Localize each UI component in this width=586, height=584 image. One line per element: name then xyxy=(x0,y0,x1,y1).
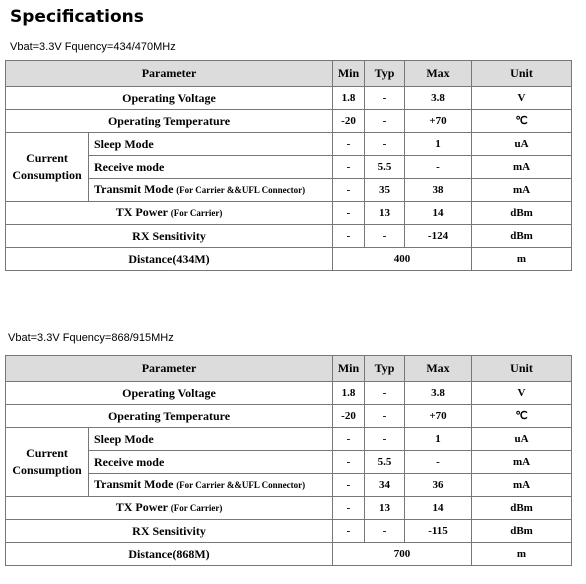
row-note: (For Carrier &&UFL Connector) xyxy=(176,480,306,490)
cell-unit: ℃ xyxy=(472,405,572,428)
condition-label-434: Vbat=3.3V Fquency=434/470MHz xyxy=(10,41,176,53)
cell-min: -20 xyxy=(333,110,365,133)
row-label: Distance(434M) xyxy=(6,248,333,271)
header-max: Max xyxy=(405,61,472,87)
row-label: Receive mode xyxy=(89,451,333,474)
row-label: TX Power xyxy=(115,205,169,219)
table-row xyxy=(6,179,572,202)
cell-unit: mA xyxy=(472,474,572,497)
cell-typ: - xyxy=(365,382,405,405)
row-label: Sleep Mode xyxy=(89,133,333,156)
row-label: Transmit Mode xyxy=(94,477,174,491)
header-typ: Typ xyxy=(365,61,405,87)
cell-unit: m xyxy=(472,543,572,566)
cell-min: - xyxy=(333,451,365,474)
row-label: Operating Temperature xyxy=(6,405,333,428)
row-label-cell xyxy=(6,497,333,520)
cell-max: 14 xyxy=(405,202,472,225)
cell-max: 36 xyxy=(405,474,472,497)
row-note: (For Carrier) xyxy=(170,503,223,513)
cell-max: +70 xyxy=(405,405,472,428)
row-label-cell xyxy=(89,474,333,497)
cell-unit: dBm xyxy=(472,497,572,520)
table-row xyxy=(6,474,572,497)
cell-min: - xyxy=(333,202,365,225)
table-row xyxy=(6,87,572,110)
header-min: Min xyxy=(333,61,365,87)
table-row xyxy=(6,405,572,428)
cell-max: 1 xyxy=(405,133,472,156)
cell-typ: - xyxy=(365,405,405,428)
row-label-cell xyxy=(89,179,333,202)
header-unit: Unit xyxy=(472,61,572,87)
table-row xyxy=(6,133,572,156)
current-consumption-group xyxy=(6,428,89,497)
row-label-cell xyxy=(6,202,333,225)
condition-label-868: Vbat=3.3V Fquency=868/915MHz xyxy=(8,332,174,344)
cell-typ: 5.5 xyxy=(365,156,405,179)
cell-min: - xyxy=(333,133,365,156)
header-parameter: Parameter xyxy=(6,356,333,382)
table-row xyxy=(6,543,572,566)
row-label: Receive mode xyxy=(89,156,333,179)
row-note: (For Carrier) xyxy=(170,208,223,218)
cell-typ: - xyxy=(365,520,405,543)
cell-typ: 13 xyxy=(365,497,405,520)
cell-min: - xyxy=(333,428,365,451)
cell-max: 38 xyxy=(405,179,472,202)
cell-max: +70 xyxy=(405,110,472,133)
header-parameter: Parameter xyxy=(6,61,333,87)
table-header-row xyxy=(6,61,572,87)
spec-table-434 xyxy=(5,60,572,271)
row-label: RX Sensitivity xyxy=(6,520,333,543)
row-label: RX Sensitivity xyxy=(6,225,333,248)
table-row xyxy=(6,248,572,271)
cell-unit: V xyxy=(472,382,572,405)
cell-unit: dBm xyxy=(472,202,572,225)
cell-max: 1 xyxy=(405,428,472,451)
cell-typ: - xyxy=(365,87,405,110)
cell-min: -20 xyxy=(333,405,365,428)
cell-unit: uA xyxy=(472,133,572,156)
row-label: Distance(868M) xyxy=(6,543,333,566)
row-label: Operating Temperature xyxy=(6,110,333,133)
cell-min: - xyxy=(333,179,365,202)
cell-max: 3.8 xyxy=(405,382,472,405)
cell-unit: mA xyxy=(472,179,572,202)
header-typ: Typ xyxy=(365,356,405,382)
row-label: Operating Voltage xyxy=(6,87,333,110)
cell-max: 3.8 xyxy=(405,87,472,110)
cell-unit: mA xyxy=(472,451,572,474)
cell-unit: uA xyxy=(472,428,572,451)
cell-typ: 5.5 xyxy=(365,451,405,474)
cell-max: -124 xyxy=(405,225,472,248)
table-header-row xyxy=(6,356,572,382)
row-label: Transmit Mode xyxy=(94,182,174,196)
cell-max: - xyxy=(405,451,472,474)
page-title: Specifications xyxy=(10,7,144,27)
cell-max: - xyxy=(405,156,472,179)
cell-unit: V xyxy=(472,87,572,110)
current-consumption-group xyxy=(6,133,89,202)
table-row xyxy=(6,202,572,225)
table-row xyxy=(6,225,572,248)
cell-unit: dBm xyxy=(472,225,572,248)
cell-min: - xyxy=(333,474,365,497)
row-note: (For Carrier &&UFL Connector) xyxy=(176,185,306,195)
header-unit: Unit xyxy=(472,356,572,382)
cell-unit: mA xyxy=(472,156,572,179)
table-row xyxy=(6,451,572,474)
header-max: Max xyxy=(405,356,472,382)
group-label-line2: Consumption xyxy=(12,168,82,182)
row-label: TX Power xyxy=(115,500,169,514)
cell-unit: dBm xyxy=(472,520,572,543)
cell-value: 700 xyxy=(333,543,472,566)
cell-max: -115 xyxy=(405,520,472,543)
cell-typ: - xyxy=(365,225,405,248)
table-row xyxy=(6,497,572,520)
cell-typ: - xyxy=(365,428,405,451)
cell-min: - xyxy=(333,520,365,543)
cell-min: - xyxy=(333,156,365,179)
cell-unit: m xyxy=(472,248,572,271)
cell-min: 1.8 xyxy=(333,382,365,405)
cell-min: 1.8 xyxy=(333,87,365,110)
group-label-line2: Consumption xyxy=(12,463,82,477)
row-label: Sleep Mode xyxy=(89,428,333,451)
cell-max: 14 xyxy=(405,497,472,520)
group-label-line1: Current xyxy=(26,446,68,460)
table-row xyxy=(6,110,572,133)
group-label-line1: Current xyxy=(26,151,68,165)
row-label: Operating Voltage xyxy=(6,382,333,405)
cell-value: 400 xyxy=(333,248,472,271)
header-min: Min xyxy=(333,356,365,382)
cell-typ: 34 xyxy=(365,474,405,497)
cell-typ: 35 xyxy=(365,179,405,202)
table-row xyxy=(6,156,572,179)
table-row xyxy=(6,428,572,451)
cell-min: - xyxy=(333,225,365,248)
cell-typ: 13 xyxy=(365,202,405,225)
cell-typ: - xyxy=(365,110,405,133)
spec-table-868 xyxy=(5,355,572,566)
table-row xyxy=(6,382,572,405)
cell-typ: - xyxy=(365,133,405,156)
cell-min: - xyxy=(333,497,365,520)
table-row xyxy=(6,520,572,543)
cell-unit: ℃ xyxy=(472,110,572,133)
